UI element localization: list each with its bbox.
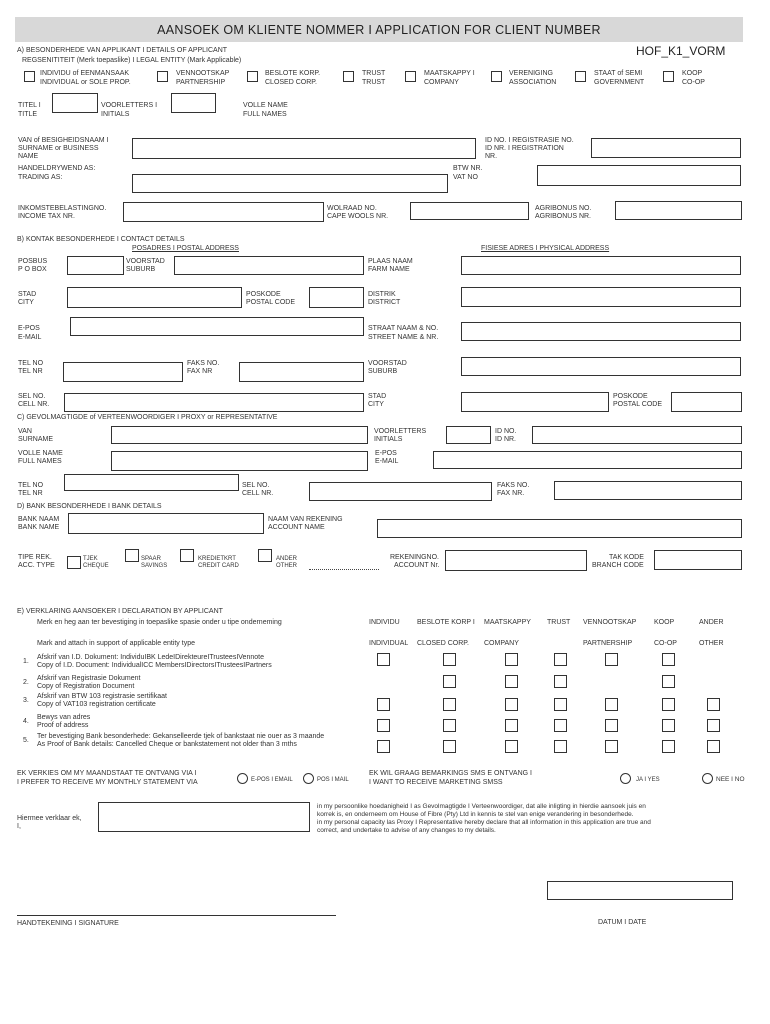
city2-label-1: STAD: [368, 393, 387, 400]
decl-row-text-af: Afskrif van BTW 103 registrasie sertifikaat: [37, 693, 167, 700]
decl-row-text-en: Proof of address: [37, 722, 89, 729]
farm-label-2: FARM NAME: [368, 266, 410, 273]
declare-label-2: I,: [17, 823, 21, 830]
date-label: DATUM I DATE: [598, 919, 647, 926]
entity-closed-corp-checkbox[interactable]: [247, 71, 258, 82]
trading-label-2: TRADING AS:: [18, 174, 63, 181]
acc-type-other-label-1: ANDER: [276, 556, 298, 562]
postcode2-label-2: POSTAL CODE: [613, 401, 663, 408]
decl-checkbox-row2-col2[interactable]: [443, 675, 456, 688]
proxy-fax-label-1: FAKS NO.: [497, 482, 530, 489]
proxy-initials-label-2: INITIALS: [374, 436, 403, 443]
statement-label-2: I PREFER TO RECEIVE MY MONTHLY STATEMENT VIA: [17, 779, 198, 786]
section-e-heading: E) VERKLARING AANSOEKER I DECLARATION BY APPLICANT: [17, 608, 223, 615]
acc-type-credit-label-2: CREDIT CARD: [198, 563, 239, 569]
entity-company-label-af: MAATSKAPPY I: [424, 70, 475, 77]
entity-trust-label-af: TRUST: [362, 70, 386, 77]
decl-col-en-6: OTHER: [699, 640, 724, 647]
acc-type-label-2: ACC. TYPE: [18, 562, 55, 569]
suburb-label-2: SUBURB: [126, 266, 156, 273]
decl-checkbox-row3-col4[interactable]: [554, 698, 567, 711]
section-b-heading: B) KONTAK BESONDERHEDE I CONTACT DETAILS: [17, 236, 185, 243]
entity-association-checkbox[interactable]: [491, 71, 502, 82]
decl-checkbox-row4-col6[interactable]: [662, 719, 675, 732]
decl-checkbox-row5-col3[interactable]: [505, 740, 518, 753]
entity-coop-checkbox[interactable]: [663, 71, 674, 82]
section-c-heading: C) GEVOLMAGTIGDE of VERTEENWOORDIGER I PROXY or REPRESENTATIVE: [17, 414, 278, 421]
entity-company-label-en: COMPANY: [424, 79, 459, 86]
fullname-label-en: FULL NAMES: [243, 111, 287, 118]
entity-company-checkbox[interactable]: [405, 71, 416, 82]
proxy-id-label-2: ID NR.: [495, 436, 516, 443]
title-label-en: TITLE: [18, 111, 38, 118]
acc-type-other-label-2: OTHER: [276, 563, 297, 569]
decl-row-number: 4.: [23, 718, 29, 725]
postal-suburb-field[interactable]: [174, 256, 364, 275]
marketing-yes-label: JA I YES: [636, 777, 660, 783]
physical-postcode-field[interactable]: [671, 392, 742, 412]
decl-checkbox-row3-col5[interactable]: [605, 698, 618, 711]
declaration-text-3: in my personal capacity las Proxy I Representative hereby declare that all information in this application are true and: [317, 819, 651, 826]
physical-suburb-field[interactable]: [461, 357, 741, 376]
decl-checkbox-row2-col3[interactable]: [505, 675, 518, 688]
acc-type-cheque-label-2: CHEQUE: [83, 563, 109, 569]
decl-col-af-3: TRUST: [547, 619, 571, 626]
decl-checkbox-row1-col3[interactable]: [505, 653, 518, 666]
account-number-field[interactable]: [445, 550, 587, 571]
legal-entity-label: REGSENITITEIT (Merk toepaslike) I LEGAL ENTITY (Mark Applicable): [22, 57, 242, 64]
city-label-2: CITY: [18, 299, 34, 306]
acc-type-other-line[interactable]: [309, 569, 379, 570]
fullname-label-af: VOLLE NAME: [243, 102, 288, 109]
proxy-email-label-2: E-MAIL: [375, 458, 399, 465]
acc-type-other-checkbox[interactable]: [258, 549, 272, 562]
decl-row-number: 2.: [23, 679, 29, 686]
tel-label-2: TEL NR: [18, 368, 43, 375]
entity-individual-label-en: INDIVIDUAL or SOLE PROP.: [40, 79, 131, 86]
decl-checkbox-row1-col6[interactable]: [662, 653, 675, 666]
bank-name-label-1: BANK NAAM: [18, 516, 60, 523]
entity-coop-label-en: CO-OP: [682, 79, 705, 86]
pobox-field[interactable]: [67, 256, 124, 275]
decl-row-number: 1.: [23, 658, 29, 665]
decl-col-en-1: CLOSED CORP.: [417, 640, 469, 647]
tel-field[interactable]: [63, 362, 183, 382]
postcode2-label-1: POSKODE: [613, 393, 648, 400]
pobox-label-1: POSBUS: [18, 258, 48, 265]
acc-type-savings-label-1: SPAAR: [141, 556, 161, 562]
decl-row-text-af: Bewys van adres: [37, 714, 91, 721]
farm-label-1: PLAAS NAAM: [368, 258, 413, 265]
entity-coop-label-af: KOOP: [682, 70, 703, 77]
statement-label-1: EK VERKIES OM MY MAANDSTAAT TE ONTVANG VIA I: [17, 770, 197, 777]
decl-col-af-2: MAATSKAPPY: [484, 619, 531, 626]
proxy-fullname-field[interactable]: [111, 451, 368, 471]
decl-checkbox-row5-col7[interactable]: [707, 740, 720, 753]
acc-no-label-1: REKENINGNO.: [390, 554, 440, 561]
entity-closed-corp-label-af: BESLOTE KORP.: [265, 70, 321, 77]
decl-col-en-5: CO-OP: [654, 640, 677, 647]
postcode-label-1: POSKODE: [246, 291, 281, 298]
acc-type-credit-checkbox[interactable]: [180, 549, 194, 562]
vat-label-2: VAT NO: [453, 174, 478, 181]
declaration-instruction-en: Mark and attach in support of applicable entity type: [37, 640, 195, 647]
initials-label-af: VOORLETTERS I: [101, 102, 158, 109]
email-label-1: E-POS: [18, 325, 40, 332]
marketing-label-1: EK WIL GRAAG BEMARKINGS SMS E ONTVANG I: [369, 770, 532, 777]
signature-label: HANDTEKENING I SIGNATURE: [17, 920, 119, 927]
account-name-field[interactable]: [377, 519, 742, 538]
initials-label-en: INITIALS: [101, 111, 130, 118]
wool-field[interactable]: [410, 202, 529, 220]
acc-type-savings-checkbox[interactable]: [125, 549, 139, 562]
decl-row-text-af: Afskrif van Registrasie Dokument: [37, 675, 141, 682]
proxy-fullname-label-2: FULL NAMES: [18, 458, 62, 465]
fax-field[interactable]: [239, 362, 364, 382]
acc-type-cheque-label-1: TJEK: [83, 556, 98, 562]
surname-field[interactable]: [132, 138, 476, 159]
decl-row-number: 3.: [23, 697, 29, 704]
postal-code-field[interactable]: [309, 287, 364, 308]
marketing-yes-radio[interactable]: [620, 773, 631, 784]
section-d-heading: D) BANK BESONDERHEDE I BANK DETAILS: [17, 503, 162, 510]
proxy-cell-label-1: SEL NO.: [242, 482, 270, 489]
decl-row-text-en: Copy of VAT103 registration certificate: [37, 701, 156, 708]
street-label-1: STRAAT NAAM & NO.: [368, 325, 439, 332]
decl-checkbox-row4-col2[interactable]: [443, 719, 456, 732]
form-title: AANSOEK OM KLIENTE NOMMER I APPLICATION FOR CLIENT NUMBER: [15, 17, 743, 42]
acc-type-cheque-checkbox[interactable]: [67, 556, 81, 569]
decl-row-number: 5.: [23, 737, 29, 744]
entity-individual-label-af: INDIVIDU of EENMANSAAK: [40, 70, 130, 77]
city-label-1: STAD: [18, 291, 37, 298]
entity-association-label-en: ASSOCIATION: [509, 79, 557, 86]
proxy-email-label-1: E-POS: [375, 450, 397, 457]
agri-field[interactable]: [615, 201, 742, 220]
decl-col-af-0: INDIVIDU: [369, 619, 400, 626]
decl-row-text-af: Afskrif van I.D. Dokument: IndividuIBK LedeIDirekteureITrusteesIVennote: [37, 654, 264, 661]
section-a-heading: A) BESONDERHEDE VAN APPLIKANT I DETAILS OF APPLICANT: [17, 47, 228, 54]
decl-col-af-1: BESLOTE KORP I: [417, 619, 475, 626]
decl-col-af-6: ANDER: [699, 619, 724, 626]
proxy-fax-field[interactable]: [554, 481, 742, 500]
decl-checkbox-row2-col4[interactable]: [554, 675, 567, 688]
idno-field[interactable]: [591, 138, 741, 158]
proxy-fax-label-2: FAX NR.: [497, 490, 525, 497]
physical-city-field[interactable]: [461, 392, 609, 412]
proxy-tel-field[interactable]: [64, 474, 239, 491]
statement-email-radio[interactable]: [237, 773, 248, 784]
account-name-label-1: NAAM VAN REKENING: [268, 516, 343, 523]
decl-checkbox-row4-col4[interactable]: [554, 719, 567, 732]
entity-trust-label-en: TRUST: [362, 79, 386, 86]
marketing-no-label: NEE I NO: [716, 776, 745, 783]
trading-field[interactable]: [132, 174, 448, 193]
agri-label-2: AGRIBONUS NR.: [535, 213, 592, 220]
decl-checkbox-row5-col4[interactable]: [554, 740, 567, 753]
initials-field[interactable]: [171, 93, 216, 113]
bank-name-field[interactable]: [68, 513, 264, 534]
decl-checkbox-row4-col1[interactable]: [377, 719, 390, 732]
acc-type-savings-label-2: SAVINGS: [141, 563, 168, 569]
email-label-2: E-MAIL: [18, 334, 42, 341]
tax-field[interactable]: [123, 202, 324, 222]
proxy-surname-field[interactable]: [111, 426, 368, 444]
district-field[interactable]: [461, 287, 741, 307]
branch-code-field[interactable]: [654, 550, 742, 570]
pobox-label-2: P O BOX: [18, 266, 47, 273]
tax-label-1: INKOMSTEBELASTINGNO.: [18, 205, 107, 212]
cell-field[interactable]: [64, 393, 364, 412]
title-field[interactable]: [52, 93, 98, 113]
form-code: HOF_K1_VORM: [636, 44, 726, 58]
proxy-email-field[interactable]: [433, 451, 742, 469]
proxy-tel-label-1: TEL NO: [18, 482, 44, 489]
entity-partnership-label-af: VENNOOTSKAP: [176, 70, 230, 77]
cell-label-1: SEL NO.: [18, 393, 46, 400]
entity-partnership-checkbox[interactable]: [157, 71, 168, 82]
trading-label-1: HANDELDRYWEND AS:: [18, 165, 96, 172]
branch-code-label-2: BRANCH CODE: [592, 562, 644, 569]
fax-label-2: FAX NR: [187, 368, 213, 375]
district-label-1: DISTRIK: [368, 291, 396, 298]
surname-label-2: SURNAME or BUSINESS: [18, 145, 99, 152]
postal-city-field[interactable]: [67, 287, 242, 308]
decl-checkbox-row3-col6[interactable]: [662, 698, 675, 711]
branch-code-label-1: TAK KODE: [609, 554, 644, 561]
fax-label-1: FAKS NO.: [187, 360, 220, 367]
physical-address-heading: FISIESE ADRES I PHYSICAL ADDRESS: [481, 245, 610, 252]
statement-email-label: E-POS I EMAIL: [251, 777, 293, 783]
surname-label-1: VAN of BESIGHEIDSNAAM I: [18, 137, 109, 144]
decl-checkbox-row5-col5[interactable]: [605, 740, 618, 753]
surname-label-3: NAME: [18, 153, 39, 160]
declaration-text-2: korrek is, en onderneem om House of Fibre (Pty) Ltd in kennis te stel van enige verandering in besonderhede.: [317, 811, 634, 818]
acc-no-label-2: ACCOUNT Nr.: [394, 562, 440, 569]
street-field[interactable]: [461, 322, 741, 341]
declarant-name-field[interactable]: [98, 802, 310, 832]
marketing-no-radio[interactable]: [702, 773, 713, 784]
decl-checkbox-row3-col2[interactable]: [443, 698, 456, 711]
proxy-cell-field[interactable]: [309, 482, 492, 501]
statement-post-label: POS I MAIL: [317, 777, 349, 783]
decl-checkbox-row3-col1[interactable]: [377, 698, 390, 711]
proxy-fullname-label-1: VOLLE NAME: [18, 450, 63, 457]
suburb2-label-1: VOORSTAD: [368, 360, 407, 367]
postcode-label-2: POSTAL CODE: [246, 299, 296, 306]
statement-post-radio[interactable]: [303, 773, 314, 784]
decl-row-text-en: Copy of Registration Document: [37, 683, 135, 690]
idno-label-1: ID NO. I REGISTRASIE NO.: [485, 137, 574, 144]
entity-government-label-af: STAAT of SEMI: [594, 70, 643, 77]
decl-col-af-5: KOOP: [654, 619, 675, 626]
marketing-label-2: I WANT TO RECEIVE MARKETING SMSS: [369, 779, 503, 786]
entity-government-label-en: GOVERNMENT: [594, 79, 645, 86]
decl-checkbox-row2-col6[interactable]: [662, 675, 675, 688]
entity-association-label-af: VERENIGING: [509, 70, 553, 77]
wool-label-2: CAPE WOOLS NR.: [327, 213, 389, 220]
decl-checkbox-row5-col6[interactable]: [662, 740, 675, 753]
postal-address-heading: POSADRES I POSTAL ADDRESS: [132, 245, 239, 252]
account-name-label-2: ACCOUNT NAME: [268, 524, 325, 531]
entity-trust-checkbox[interactable]: [343, 71, 354, 82]
agri-label-1: AGRIBONUS NO.: [535, 205, 592, 212]
tax-label-2: INCOME TAX NR.: [18, 213, 75, 220]
tel-label-1: TEL NO: [18, 360, 44, 367]
date-field[interactable]: [547, 881, 733, 900]
suburb2-label-2: SUBURB: [368, 368, 398, 375]
title-label-af: TITEL I: [18, 102, 41, 109]
acc-type-credit-label-1: KREDIETKRT: [198, 556, 236, 562]
decl-checkbox-row4-col3[interactable]: [505, 719, 518, 732]
proxy-id-field[interactable]: [532, 426, 742, 444]
proxy-initials-label-1: VOORLETTERS: [374, 428, 427, 435]
decl-row-text-af: Ter bevestiging Bank besonderhede: Gekanselleerde tjek of bankstaat nie ouer as 3 maande: [37, 733, 325, 740]
entity-partnership-label-en: PARTNERSHIP: [176, 79, 226, 86]
vat-field[interactable]: [537, 165, 741, 186]
bank-name-label-2: BANK NAME: [18, 524, 60, 531]
entity-individual-checkbox[interactable]: [24, 71, 35, 82]
cell-label-2: CELL NR.: [18, 401, 50, 408]
decl-checkbox-row1-col5[interactable]: [605, 653, 618, 666]
decl-checkbox-row4-col7[interactable]: [707, 719, 720, 732]
suburb-label-1: VOORSTAD: [126, 258, 165, 265]
proxy-cell-label-2: CELL NR.: [242, 490, 274, 497]
decl-checkbox-row5-col1[interactable]: [377, 740, 390, 753]
declare-label-1: Hiermee verklaar ek,: [17, 815, 82, 822]
proxy-id-label-1: ID NO.: [495, 428, 517, 435]
decl-col-en-2: COMPANY: [484, 640, 519, 647]
decl-row-text-en: Copy of I.D. Document: IndividualICC MembersIDirectorsITrusteesIPartners: [37, 662, 272, 669]
decl-checkbox-row3-col7[interactable]: [707, 698, 720, 711]
proxy-surname-label-1: VAN: [18, 428, 32, 435]
email-field[interactable]: [70, 317, 364, 336]
decl-checkbox-row1-col4[interactable]: [554, 653, 567, 666]
decl-row-text-en: As Proof of Bank details: Cancelled Cheque or bankstatement not older than 3 mths: [37, 741, 297, 748]
city2-label-2: CITY: [368, 401, 384, 408]
entity-government-checkbox[interactable]: [575, 71, 586, 82]
idno-label-3: NR.: [485, 153, 498, 160]
decl-checkbox-row1-col2[interactable]: [443, 653, 456, 666]
vat-label-1: BTW NR.: [453, 165, 483, 172]
proxy-surname-label-2: SURNAME: [18, 436, 54, 443]
entity-closed-corp-label-en: CLOSED CORP.: [265, 79, 317, 86]
signature-line[interactable]: [17, 915, 336, 916]
acc-type-label-1: TIPE REK.: [18, 554, 52, 561]
proxy-tel-label-2: TEL NR: [18, 490, 43, 497]
district-label-2: DISTRICT: [368, 299, 401, 306]
decl-col-en-0: INDIVIDUAL: [369, 640, 409, 647]
idno-label-2: ID NR. I REGISTRATION: [485, 145, 564, 152]
declaration-text-1: in my persoonlike hoedanigheid I as Gevolmagtigde I Verteenwoordiger, dat alle inligting in hierdie aansoek juis en: [317, 803, 646, 810]
declaration-instruction-af: Merk en heg aan ter bevestiging in toepaslike spasie onder u tipe onderneming: [37, 619, 282, 626]
decl-col-af-4: VENNOOTSKAP: [583, 619, 637, 626]
decl-checkbox-row4-col5[interactable]: [605, 719, 618, 732]
decl-checkbox-row5-col2[interactable]: [443, 740, 456, 753]
wool-label-1: WOLRAAD NO.: [327, 205, 377, 212]
declaration-text-4: correct, and undertake to advise of any changes to my details.: [317, 827, 496, 834]
proxy-initials-field[interactable]: [446, 426, 491, 444]
farm-name-field[interactable]: [461, 256, 741, 275]
decl-checkbox-row3-col3[interactable]: [505, 698, 518, 711]
decl-col-en-4: PARTNERSHIP: [583, 640, 633, 647]
decl-checkbox-row1-col1[interactable]: [377, 653, 390, 666]
street-label-2: STREET NAME & NR.: [368, 334, 439, 341]
